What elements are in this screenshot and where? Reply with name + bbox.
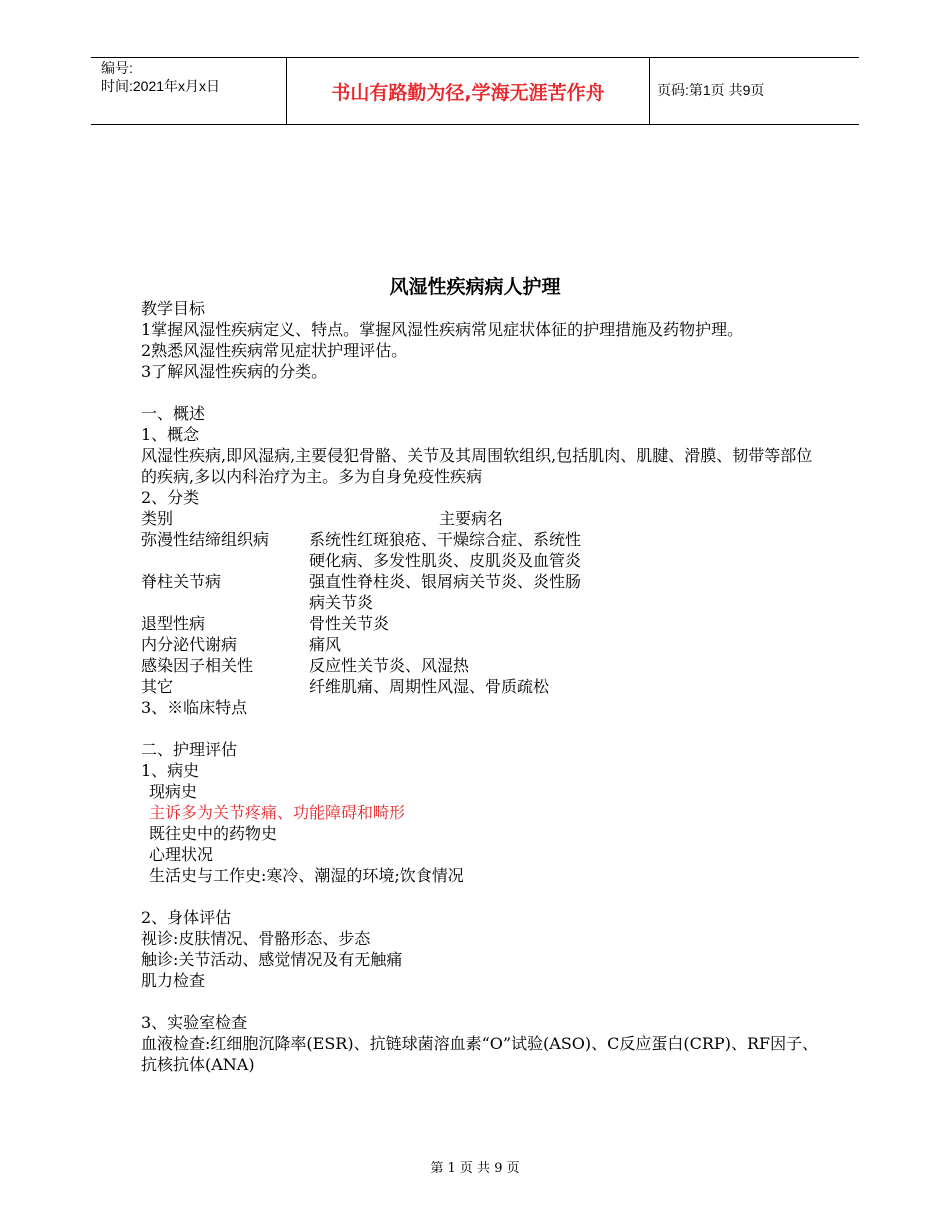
table-cell-diseases: 纤维肌痛、周期性风湿、骨质疏松	[309, 677, 550, 696]
header-motto: 书山有路勤为径,学海无涯苦作舟	[331, 81, 605, 104]
page-footer: 第 1 页 共 9 页	[430, 1161, 520, 1176]
table-cell-category: 退型性病	[141, 614, 206, 633]
table-row	[141, 634, 821, 655]
table-cell-diseases: 系统性红斑狼疮、干燥综合症、系统性	[309, 530, 582, 549]
table-row	[141, 571, 821, 592]
table-row	[141, 550, 821, 571]
table-cell-category: 感染因子相关性	[141, 656, 254, 675]
history-item: 既往史中的药物史	[149, 824, 278, 843]
concept-text: 风湿性疾病,即风湿病,主要侵犯骨骼、关节及其周围软组织,包括肌肉、肌腱、滑膜、韧带等部位的疾病,多以内科治疗为主。多为自身免疫性疾病	[141, 446, 813, 486]
table-header-category: 类别	[141, 509, 174, 528]
table-cell-category: 弥漫性结缔组织病	[141, 530, 270, 549]
history-item: 生活史与工作史:寒冷、潮湿的环境;饮食情况	[149, 866, 464, 885]
history-item: 现病史	[149, 782, 198, 801]
assessment-heading: 二、护理评估	[141, 740, 238, 759]
history-item-highlight: 主诉多为关节疼痛、功能障碍和畸形	[149, 803, 406, 822]
objective-item: 1掌握风湿性疾病定义、特点。掌握风湿性疾病常见症状体征的护理措施及药物护理。	[141, 320, 744, 339]
table-cell-diseases: 病关节炎	[309, 593, 374, 612]
table-row	[141, 655, 821, 676]
table-cell-diseases: 反应性关节炎、风湿热	[309, 656, 470, 675]
classification-table-header	[141, 508, 821, 529]
history-heading: 1、病史	[141, 761, 200, 780]
header-meta	[101, 59, 220, 95]
table-cell-category: 内分泌代谢病	[141, 635, 238, 654]
classification-heading: 2、分类	[141, 488, 200, 507]
physical-item: 肌力检查	[141, 971, 206, 990]
objectives-heading: 教学目标	[141, 299, 206, 318]
table-cell-diseases: 强直性脊柱炎、银屑病关节炎、炎性肠	[309, 572, 582, 591]
header-divider	[649, 58, 650, 124]
page-header	[91, 57, 859, 125]
physical-item: 视诊:皮肤情况、骨骼形态、步态	[141, 929, 371, 948]
objective-item: 2熟悉风湿性疾病常见症状护理评估。	[141, 341, 408, 360]
table-row	[141, 613, 821, 634]
objective-item: 3了解风湿性疾病的分类。	[141, 362, 328, 381]
table-cell-category: 脊柱关节病	[141, 572, 222, 591]
table-cell-diseases: 骨性关节炎	[309, 614, 390, 633]
physical-item: 触诊:关节活动、感觉情况及有无触痛	[141, 950, 403, 969]
overview-heading: 一、概述	[141, 404, 206, 423]
concept-heading: 1、概念	[141, 425, 200, 444]
table-row	[141, 529, 821, 550]
physical-heading: 2、身体评估	[141, 908, 232, 927]
table-header-diseases: 主要病名	[439, 509, 504, 528]
number-label: 编号:	[101, 60, 133, 76]
history-item: 心理状况	[149, 845, 214, 864]
clinical-heading: 3、※临床特点	[141, 698, 248, 717]
table-cell-category: 其它	[141, 677, 174, 696]
lab-heading: 3、实验室检查	[141, 1013, 248, 1032]
table-cell-diseases: 痛风	[309, 635, 342, 654]
table-row	[141, 592, 821, 613]
time-label: 时间:2021年x月x日	[101, 78, 221, 94]
table-row	[141, 676, 821, 697]
header-page-info: 页码:第1页 共9页	[657, 82, 765, 98]
lab-text: 血液检查:红细胞沉降率(ESR)、抗链球菌溶血素“O”试验(ASO)、C反应蛋白(CRP)、RF因子、抗核抗体(ANA)	[141, 1034, 819, 1074]
document-body	[141, 298, 821, 1075]
document-title: 风湿性疾病病人护理	[389, 276, 561, 298]
table-cell-diseases: 硬化病、多发性肌炎、皮肌炎及血管炎	[309, 551, 582, 570]
